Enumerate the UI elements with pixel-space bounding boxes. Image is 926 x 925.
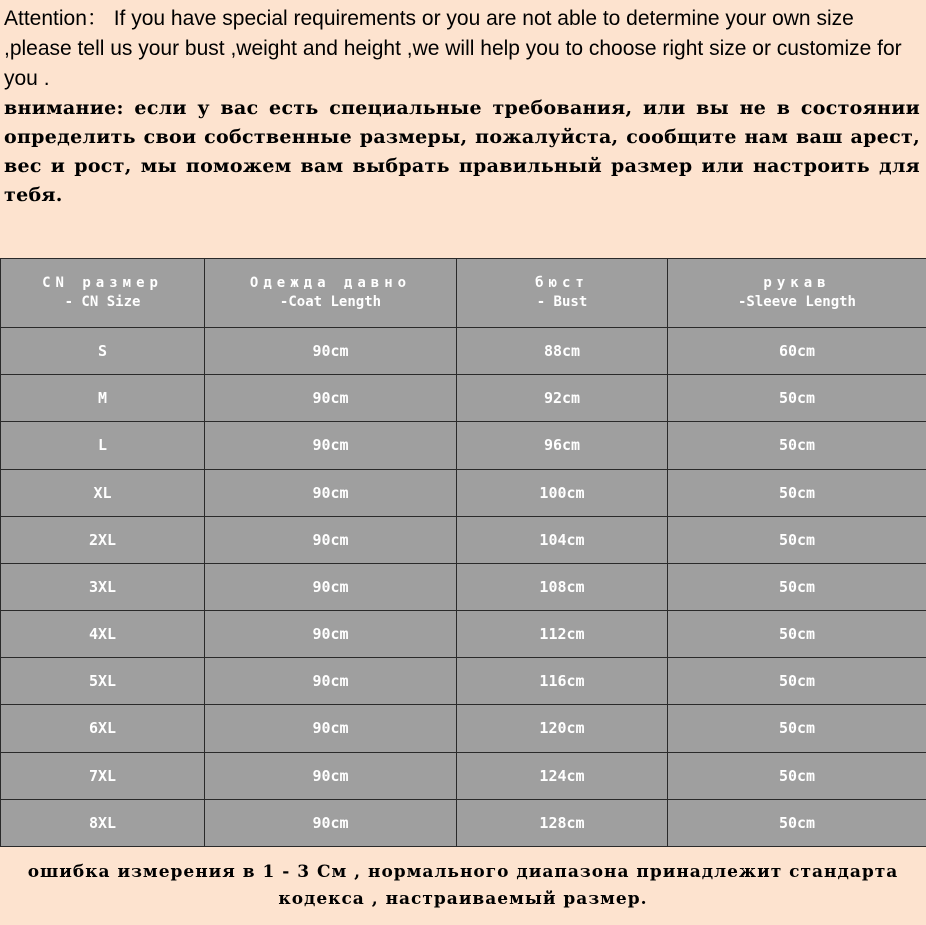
- cell-sleeve-length: 60cm: [668, 328, 926, 375]
- table-header-row: [1, 259, 926, 328]
- header-coat-length: [205, 259, 457, 328]
- cell-coat-length: 90cm: [205, 611, 457, 658]
- table-row: [1, 516, 926, 563]
- cell-sleeve-length: 50cm: [668, 422, 926, 469]
- cell-bust: 96cm: [457, 422, 668, 469]
- table-row: [1, 799, 926, 846]
- header-bust: [457, 259, 668, 328]
- cell-size: M: [1, 375, 205, 422]
- cell-coat-length: 90cm: [205, 516, 457, 563]
- cell-bust: 128cm: [457, 799, 668, 846]
- header-label-en: - Bust: [536, 294, 588, 310]
- cell-size: 5XL: [1, 658, 205, 705]
- cell-coat-length: 90cm: [205, 375, 457, 422]
- cell-sleeve-length: 50cm: [668, 516, 926, 563]
- cell-bust: 124cm: [457, 752, 668, 799]
- measurement-note: ошибка измерения в 1 - 3 См , нормального диапазона принадлежит стандарта кодекса , настраиваемый размер.: [27, 862, 899, 909]
- cell-size: S: [1, 328, 205, 375]
- cell-sleeve-length: 50cm: [668, 752, 926, 799]
- cell-sleeve-length: 50cm: [668, 705, 926, 752]
- header-label-ru: рукав: [763, 275, 831, 291]
- cell-size: 8XL: [1, 799, 205, 846]
- header-label-en: -Sleeve Length: [737, 294, 856, 310]
- cell-bust: 112cm: [457, 611, 668, 658]
- header-label-en: -Coat Length: [279, 294, 382, 310]
- cell-bust: 104cm: [457, 516, 668, 563]
- cell-coat-length: 90cm: [205, 328, 457, 375]
- cell-sleeve-length: 50cm: [668, 469, 926, 516]
- cell-coat-length: 90cm: [205, 752, 457, 799]
- table-row: [1, 328, 926, 375]
- cell-sleeve-length: 50cm: [668, 658, 926, 705]
- table-row: [1, 705, 926, 752]
- cell-size: 2XL: [1, 516, 205, 563]
- size-table: [0, 258, 926, 847]
- cell-size: 3XL: [1, 563, 205, 610]
- cell-bust: 92cm: [457, 375, 668, 422]
- cell-size: XL: [1, 469, 205, 516]
- cell-sleeve-length: 50cm: [668, 375, 926, 422]
- header-label-ru: Одежда давно: [249, 275, 412, 291]
- table-row: [1, 375, 926, 422]
- cell-coat-length: 90cm: [205, 422, 457, 469]
- cell-bust: 88cm: [457, 328, 668, 375]
- cell-bust: 120cm: [457, 705, 668, 752]
- cell-size: 7XL: [1, 752, 205, 799]
- cell-coat-length: 90cm: [205, 563, 457, 610]
- table-row: [1, 422, 926, 469]
- header-label-ru: CN размер: [42, 275, 163, 291]
- cell-bust: 108cm: [457, 563, 668, 610]
- cell-sleeve-length: 50cm: [668, 563, 926, 610]
- cell-bust: 116cm: [457, 658, 668, 705]
- cell-coat-length: 90cm: [205, 469, 457, 516]
- header-cn-size: [1, 259, 205, 328]
- cell-size: 4XL: [1, 611, 205, 658]
- cell-coat-length: 90cm: [205, 658, 457, 705]
- table-row: [1, 469, 926, 516]
- cell-coat-length: 90cm: [205, 799, 457, 846]
- table-row: [1, 752, 926, 799]
- cell-size: 6XL: [1, 705, 205, 752]
- attention-notice-russian: внимание: если у вас есть специальные требования, или вы не в состоянии определить свои собственные размеры, пожалуйста, сообщите нам ваш арест, вес и рост, мы поможем вам выбрать правильный размер или настроить для тебя.: [4, 97, 920, 206]
- attention-notice: [0, 0, 926, 258]
- header-sleeve-length: [668, 259, 926, 328]
- table-row: [1, 563, 926, 610]
- header-label-en: - CN Size: [64, 294, 141, 310]
- cell-bust: 100cm: [457, 469, 668, 516]
- cell-sleeve-length: 50cm: [668, 611, 926, 658]
- cell-size: L: [1, 422, 205, 469]
- attention-notice-english: Attention： If you have special requirements or you are not able to determine your own size ,please tell us your bust ,weight and height ,we will help you to choose right size or customize for you .: [4, 7, 902, 90]
- table-row: [1, 658, 926, 705]
- cell-sleeve-length: 50cm: [668, 799, 926, 846]
- header-label-ru: бюст: [535, 275, 589, 291]
- cell-coat-length: 90cm: [205, 705, 457, 752]
- table-row: [1, 611, 926, 658]
